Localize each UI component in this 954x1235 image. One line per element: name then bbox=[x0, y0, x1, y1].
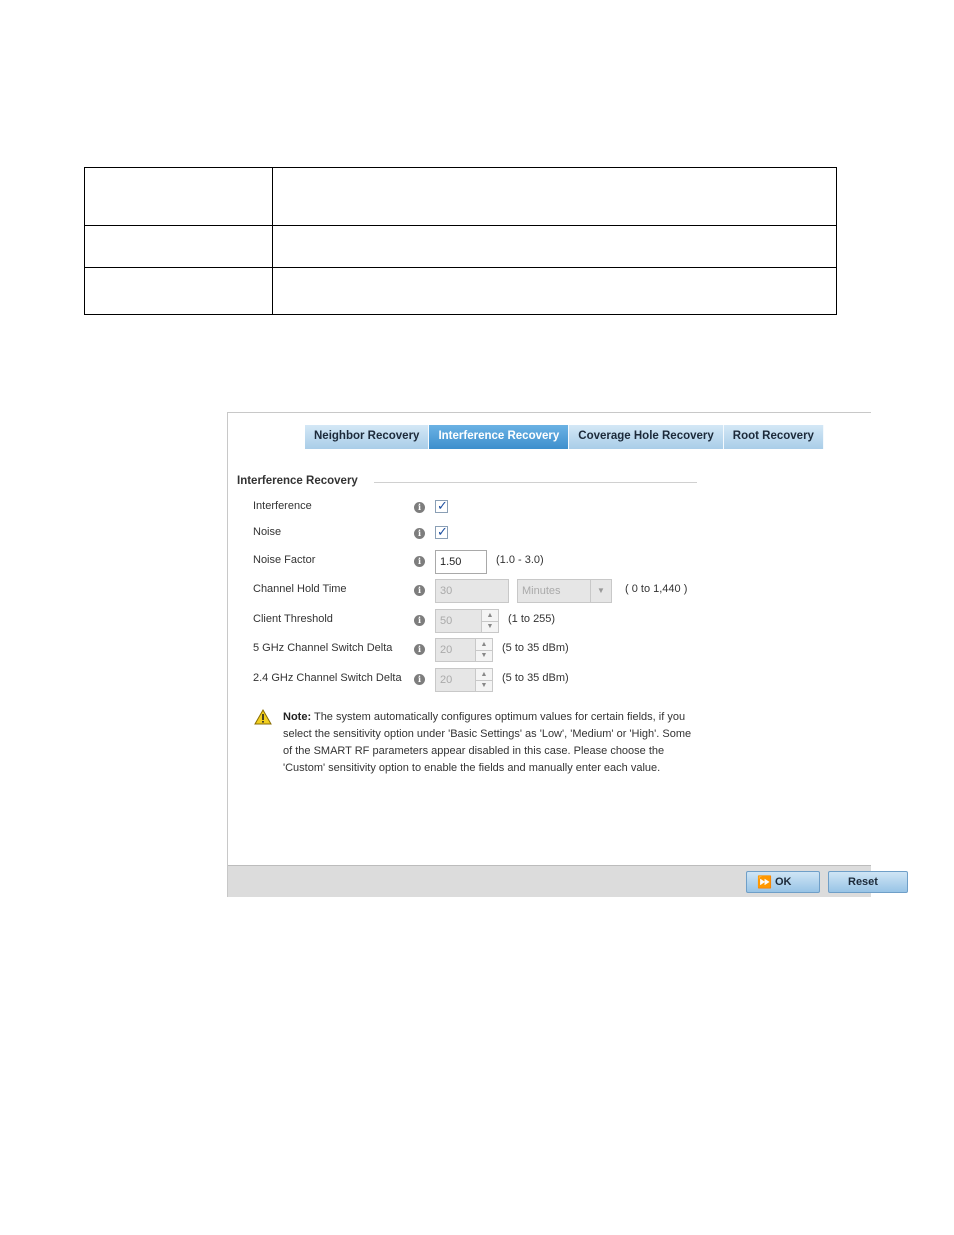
reset-label: Reset bbox=[848, 876, 878, 888]
section-divider bbox=[374, 482, 697, 483]
channel-hold-time-range: ( 0 to 1,440 ) bbox=[625, 583, 688, 595]
unit-value: Minutes bbox=[522, 585, 561, 597]
noise-row bbox=[253, 522, 853, 546]
switch-delta-5ghz-row bbox=[253, 638, 853, 662]
tab-bar bbox=[305, 425, 824, 449]
stepper-value: 20 bbox=[440, 674, 453, 686]
stepper-up-icon[interactable]: ▲ bbox=[482, 610, 498, 622]
smart-rf-panel bbox=[227, 412, 878, 897]
note-text bbox=[283, 709, 693, 777]
noise-factor-row bbox=[253, 550, 853, 574]
info-icon[interactable]: i bbox=[414, 502, 425, 513]
button-bar bbox=[228, 865, 878, 897]
switch-delta-24ghz-stepper[interactable] bbox=[435, 668, 493, 692]
table-cell bbox=[85, 268, 273, 315]
ok-icon: ⏩ bbox=[757, 875, 772, 889]
tab-coverage-hole-recovery[interactable]: Coverage Hole Recovery bbox=[569, 425, 724, 449]
chevron-down-icon[interactable]: ▼ bbox=[590, 580, 611, 602]
client-threshold-range: (1 to 255) bbox=[508, 613, 556, 625]
noise-label: Noise bbox=[253, 526, 282, 538]
stepper-down-icon[interactable]: ▼ bbox=[486, 623, 494, 630]
table-cell bbox=[85, 168, 273, 226]
noise-factor-range: (1.0 - 3.0) bbox=[496, 554, 544, 566]
channel-hold-time-row bbox=[253, 579, 853, 603]
noise-factor-input[interactable]: 1.50 bbox=[435, 550, 487, 574]
channel-hold-time-unit-select[interactable] bbox=[517, 579, 612, 603]
interference-row bbox=[253, 496, 853, 520]
switch-delta-24ghz-range: (5 to 35 dBm) bbox=[502, 672, 569, 684]
stepper-value: 20 bbox=[440, 644, 453, 656]
table-cell bbox=[273, 226, 837, 268]
interference-checkbox[interactable] bbox=[435, 500, 448, 513]
stepper-buttons bbox=[475, 638, 493, 662]
info-icon[interactable]: i bbox=[414, 556, 425, 567]
reset-button[interactable] bbox=[828, 871, 908, 893]
client-threshold-label: Client Threshold bbox=[253, 613, 333, 625]
stepper-value: 50 bbox=[440, 615, 453, 627]
client-threshold-row bbox=[253, 609, 853, 633]
switch-delta-5ghz-stepper[interactable] bbox=[435, 638, 493, 662]
noise-checkbox[interactable] bbox=[435, 526, 448, 539]
check-icon: ✓ bbox=[437, 498, 448, 513]
channel-hold-time-input[interactable]: 30 bbox=[435, 579, 509, 603]
info-icon[interactable]: i bbox=[414, 528, 425, 539]
info-icon[interactable]: i bbox=[414, 644, 425, 655]
stepper-up-icon[interactable]: ▲ bbox=[476, 639, 492, 651]
tab-interference-recovery[interactable]: Interference Recovery bbox=[429, 425, 569, 449]
stepper-buttons bbox=[481, 609, 499, 633]
switch-delta-5ghz-range: (5 to 35 dBm) bbox=[502, 642, 569, 654]
check-icon: ✓ bbox=[437, 524, 448, 539]
document-table bbox=[84, 167, 837, 315]
info-icon[interactable]: i bbox=[414, 674, 425, 685]
table-cell bbox=[273, 268, 837, 315]
interference-label: Interference bbox=[253, 500, 312, 512]
tab-neighbor-recovery[interactable]: Neighbor Recovery bbox=[305, 425, 429, 449]
table-row bbox=[85, 226, 837, 268]
warning-icon bbox=[254, 709, 272, 725]
note-title: Note: bbox=[283, 711, 312, 723]
channel-hold-time-label: Channel Hold Time bbox=[253, 583, 347, 595]
table-cell bbox=[85, 226, 273, 268]
info-icon[interactable]: i bbox=[414, 615, 425, 626]
switch-delta-24ghz-row bbox=[253, 668, 853, 692]
note-body: The system automatically configures optimum values for certain fields, if you select the sensitivity option under 'Basic Settings' as 'Low', 'Medium' or 'High'. Some of the SMART RF parameters appear disabled in this case. Please choose the 'Custom' sensitivity option to enable the fields and manually enter each value. bbox=[283, 711, 692, 774]
table-row bbox=[85, 168, 837, 226]
stepper-up-icon[interactable]: ▲ bbox=[476, 669, 492, 681]
switch-delta-5ghz-label: 5 GHz Channel Switch Delta bbox=[253, 642, 393, 654]
noise-factor-label: Noise Factor bbox=[253, 554, 316, 566]
table-cell bbox=[273, 168, 837, 226]
stepper-down-icon[interactable]: ▼ bbox=[480, 682, 488, 689]
info-icon[interactable]: i bbox=[414, 585, 425, 596]
tab-root-recovery[interactable]: Root Recovery bbox=[724, 425, 824, 449]
table-row bbox=[85, 268, 837, 315]
section-title: Interference Recovery bbox=[237, 475, 358, 487]
stepper-buttons bbox=[475, 668, 493, 692]
ok-button[interactable] bbox=[746, 871, 820, 893]
stepper-down-icon[interactable]: ▼ bbox=[480, 652, 488, 659]
switch-delta-24ghz-label: 2.4 GHz Channel Switch Delta bbox=[253, 672, 402, 684]
client-threshold-stepper[interactable] bbox=[435, 609, 499, 633]
ok-label: OK bbox=[775, 876, 792, 888]
